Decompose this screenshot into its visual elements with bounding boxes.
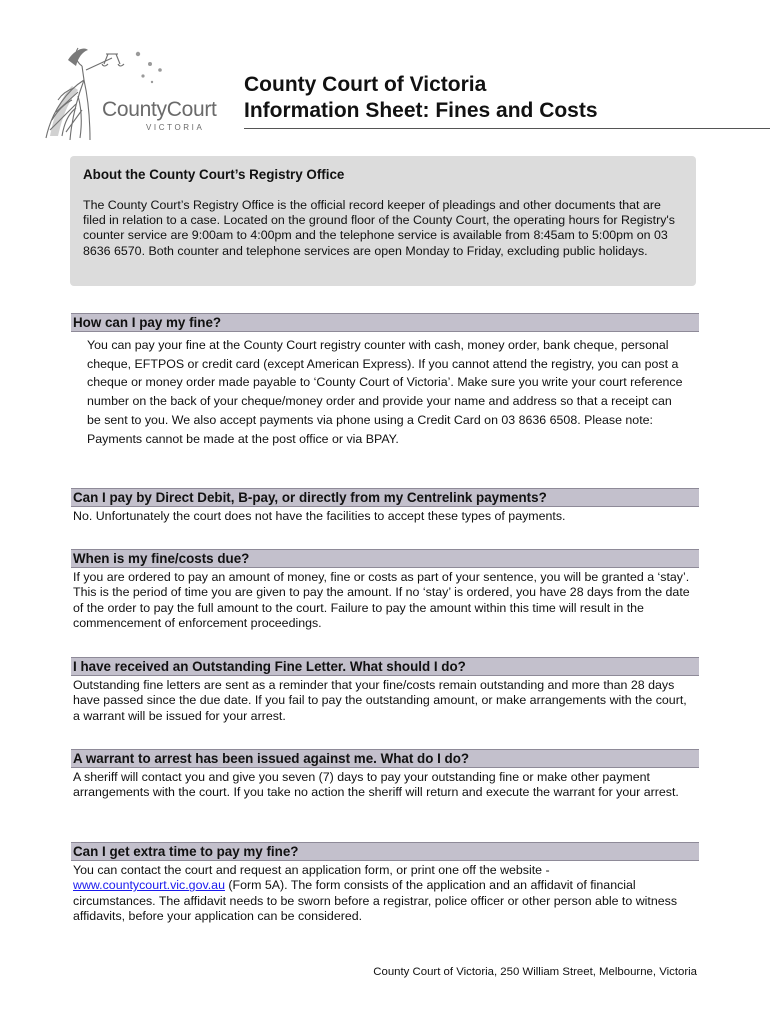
extra-text-before: You can contact the court and request an application form, or print one off the website - xyxy=(73,863,550,877)
section-direct-debit xyxy=(71,488,699,524)
footer-address: County Court of Victoria, 250 William Street, Melbourne, Victoria xyxy=(373,966,697,978)
county-court-website-link[interactable]: www.countycourt.vic.gov.au xyxy=(73,878,225,893)
logo-wordmark: CountyCourt xyxy=(102,98,217,121)
about-registry-box xyxy=(70,156,696,286)
extra-text-after: (Form 5A). The form consists of the application and an affidavit of financial circumstances. The affidavit needs to be sworn before a registrar, police officer or other person able to witness affidavits, before your application can be considered. xyxy=(73,878,678,924)
section-text: You can pay your fine at the County Court registry counter with cash, money order, bank cheque, personal cheque, EFTPOS or credit card (except American Express). If you cannot attend the registry, you can post a cheque or money order made payable to ‘County Court of Victoria’. Make sure you write your court reference number on the back of your cheque/money order and provide your name and address so that a receipt can be sent to you. We also accept payments via phone using a Credit Card on 03 8636 6508. Please note: Payments cannot be made at the post office or via BPAY. xyxy=(87,338,683,446)
section-text xyxy=(71,861,699,925)
section-heading: How can I pay my fine? xyxy=(71,313,699,332)
section-outstanding-letter xyxy=(71,657,699,724)
section-text: If you are ordered to pay an amount of money, fine or costs as part of your sentence, you will be granted a ‘stay’. This is the period of time you are given to pay the amount. If no ‘stay’ is ordered, you have 28 days from the date of the order to pay the full amount to the court. Failure to pay the amount within this time will result in the commencement of enforcement proceedings. xyxy=(73,570,690,631)
page-title xyxy=(244,72,598,124)
section-text: Outstanding fine letters are sent as a reminder that your fine/costs remain outstanding and more than 28 days have passed since the due date. If you fail to pay the outstanding amount, or make arrangements with the court, a warrant will be issued for your arrest. xyxy=(73,678,687,723)
justice-figure-icon xyxy=(38,40,238,142)
section-how-to-pay xyxy=(71,313,699,448)
page-title-line-1: County Court of Victoria xyxy=(244,73,487,96)
section-text: A sheriff will contact you and give you seven (7) days to pay your outstanding fine or make other payment arrangements with the court. If you take no action the sheriff will return and execute the warrant for your arrest. xyxy=(73,770,679,800)
county-court-logo xyxy=(38,40,238,142)
section-heading: Can I pay by Direct Debit, B-pay, or directly from my Centrelink payments? xyxy=(71,488,699,507)
section-warrant xyxy=(71,749,699,801)
logo-subtitle: VICTORIA xyxy=(146,123,205,132)
page-title-line-2: Information Sheet: Fines and Costs xyxy=(244,99,598,122)
section-heading: A warrant to arrest has been issued against me. What do I do? xyxy=(71,749,699,768)
about-text: The County Court’s Registry Office is the official record keeper of pleadings and other documents that are filed in relation to a case. Located on the ground floor of the County Court, the operating hours for Registry's counter service are 9:00am to 4:00pm and the telephone service is available from 8:45am to 5:00pm on 03 8636 6570. Both counter and telephone services are open Monday to Friday, excluding public holidays. xyxy=(83,198,675,258)
section-heading: Can I get extra time to pay my fine? xyxy=(71,842,699,861)
about-heading: About the County Court’s Registry Office xyxy=(83,167,345,182)
header-divider xyxy=(244,128,770,129)
section-heading: I have received an Outstanding Fine Letter. What should I do? xyxy=(71,657,699,676)
section-when-due xyxy=(71,549,699,632)
section-heading: When is my fine/costs due? xyxy=(71,549,699,568)
southern-cross-stars-icon xyxy=(136,52,162,83)
section-extra-time xyxy=(71,842,699,925)
section-text: No. Unfortunately the court does not have the facilities to accept these types of payments. xyxy=(73,509,566,523)
